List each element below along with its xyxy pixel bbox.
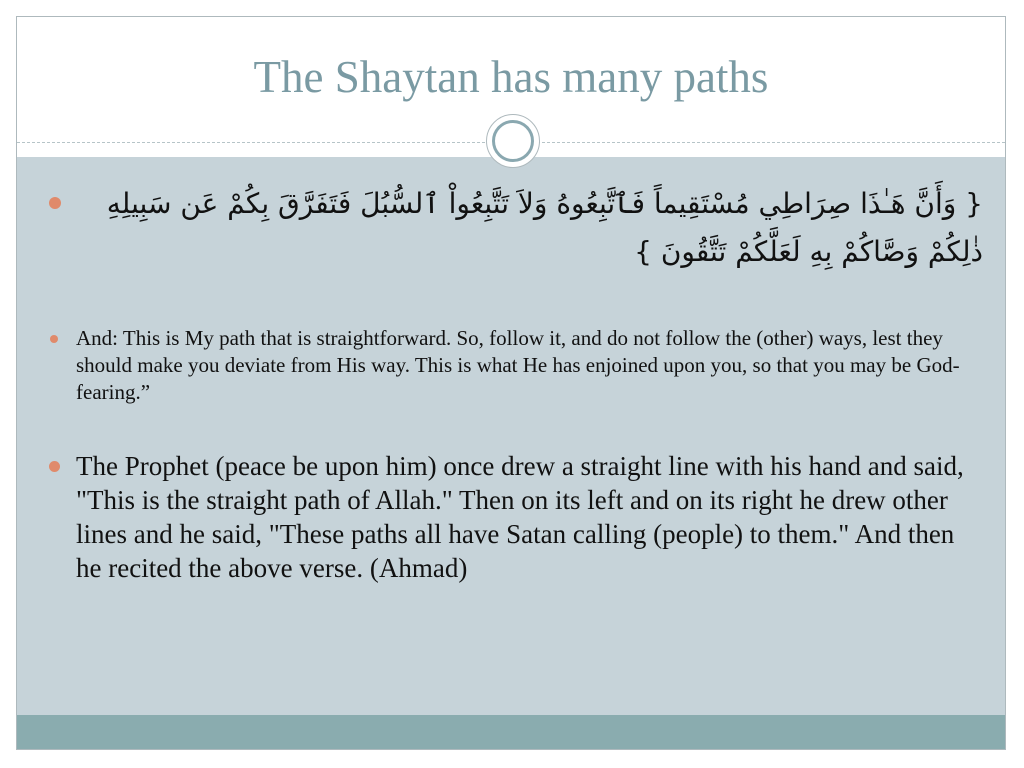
bullet-marker-icon bbox=[49, 197, 61, 209]
bullet-verse-translation: And: This is My path that is straightforward. So, follow it, and do not follow the (other) ways, lest they should make you deviate from His way. This is what He has enjoined upon you, so that you may be God-fearing.” bbox=[76, 326, 960, 404]
bullet-marker-icon bbox=[49, 461, 60, 472]
footer-bar bbox=[17, 715, 1005, 750]
circle-ornament-inner bbox=[492, 120, 534, 162]
slide bbox=[16, 16, 1006, 750]
bullet-marker-icon bbox=[50, 335, 58, 343]
circle-ornament-icon bbox=[486, 114, 540, 168]
slide-title: The Shaytan has many paths bbox=[253, 52, 769, 102]
bullet-hadith: The Prophet (peace be upon him) once drew a straight line with his hand and said, "This is the straight path of Allah." Then on its left and on its right he drew other lines and he said, "These paths all have Satan calling (people) to them." And then he recited the above verse. (Ahmad) bbox=[76, 451, 964, 583]
bullet-arabic-verse: { وَأَنَّ هَـٰذَا صِرَاطِي مُسْتَقِيماً فَٱتَّبِعُوهُ وَلاَ تَتَّبِعُواْ ٱلسُّبُلَ فَتَفَرَّقَ بِكُمْ عَن سَبِيلِهِ ذٰلِكُمْ وَصَّاكُمْ بِهِ لَعَلَّكُمْ تَتَّقُونَ } bbox=[106, 187, 983, 268]
